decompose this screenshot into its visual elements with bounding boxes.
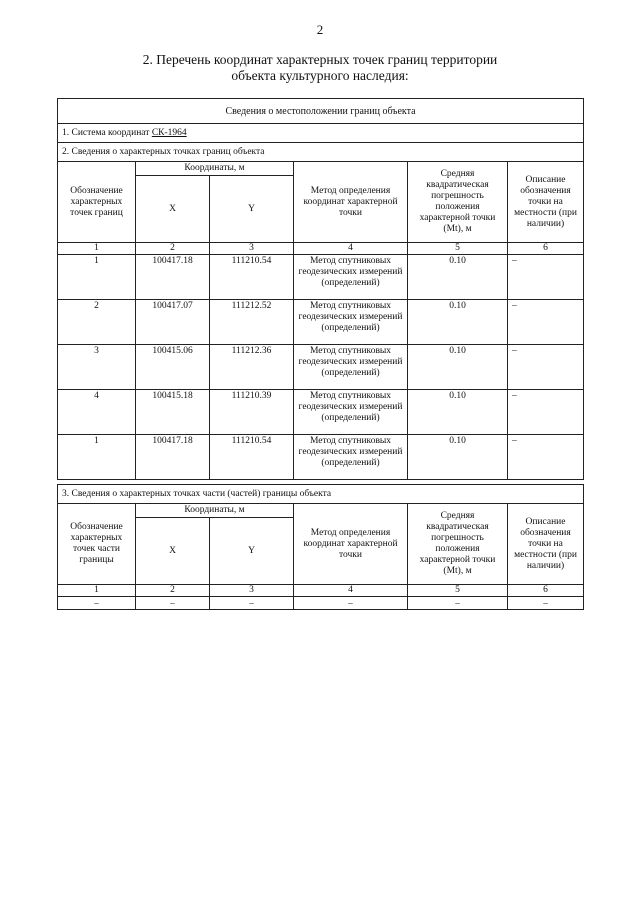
column-number: 4 <box>294 243 408 255</box>
column-number: 6 <box>508 243 584 255</box>
point-y: 111210.54 <box>210 435 294 480</box>
table-row <box>58 597 584 610</box>
point-description: – <box>508 435 584 480</box>
section-boundary-points: 2. Сведения о характерных точках границ объекта <box>58 143 584 162</box>
page-number: 2 <box>316 22 324 37</box>
point-y: 111212.36 <box>210 345 294 390</box>
point-accuracy: 0.10 <box>408 255 508 300</box>
point-method: Метод спутниковых геодезических измерений (определений) <box>294 390 408 435</box>
header-method: Метод определения координат характерной точки <box>294 504 408 585</box>
header-accuracy: Средняя квадратическая погрешность положения характерной точки (Mt), м <box>408 162 508 243</box>
document-title <box>90 52 550 84</box>
column-number: 3 <box>210 585 294 597</box>
point-method: Метод спутниковых геодезических измерений (определений) <box>294 300 408 345</box>
point-description: – <box>508 390 584 435</box>
table-row <box>58 345 584 390</box>
table-row <box>58 390 584 435</box>
point-description: – <box>508 255 584 300</box>
boundary-points-table <box>57 98 584 480</box>
point-accuracy: 0.10 <box>408 300 508 345</box>
empty-cell: – <box>136 597 210 610</box>
header-x: X <box>136 176 210 243</box>
coordinate-system-name: СК-1964 <box>151 127 187 138</box>
header-y: Y <box>210 176 294 243</box>
empty-cell: – <box>58 597 136 610</box>
table-main-header: Сведения о местоположении границ объекта <box>58 99 584 124</box>
point-id: 1 <box>58 255 136 300</box>
point-id: 2 <box>58 300 136 345</box>
point-method: Метод спутниковых геодезических измерений (определений) <box>294 435 408 480</box>
column-number: 1 <box>58 243 136 255</box>
point-id: 4 <box>58 390 136 435</box>
column-number: 4 <box>294 585 408 597</box>
empty-cell: – <box>294 597 408 610</box>
point-method: Метод спутниковых геодезических измерений (определений) <box>294 345 408 390</box>
column-number: 6 <box>508 585 584 597</box>
point-method: Метод спутниковых геодезических измерений (определений) <box>294 255 408 300</box>
empty-cell: – <box>408 597 508 610</box>
header-coordinates: Координаты, м <box>136 162 294 176</box>
column-number: 5 <box>408 243 508 255</box>
part-boundary-points-table <box>57 484 584 610</box>
point-accuracy: 0.10 <box>408 345 508 390</box>
header-designation-part: Обозначение характерных точек части границы <box>58 504 136 585</box>
column-number: 2 <box>136 243 210 255</box>
empty-cell: – <box>508 597 584 610</box>
section-coordinate-system <box>58 124 584 143</box>
point-description: – <box>508 345 584 390</box>
header-designation: Обозначение характерных точек границ <box>58 162 136 243</box>
header-description: Описание обозначения точки на местности (при наличии) <box>508 504 584 585</box>
title-line-1: 2. Перечень координат характерных точек границ территории <box>142 52 498 67</box>
point-x: 100415.06 <box>136 345 210 390</box>
table-row <box>58 300 584 345</box>
column-number: 5 <box>408 585 508 597</box>
point-id: 1 <box>58 435 136 480</box>
table-row <box>58 255 584 300</box>
point-x: 100417.18 <box>136 435 210 480</box>
header-y: Y <box>210 518 294 585</box>
column-number: 2 <box>136 585 210 597</box>
section-part-boundary-points: 3. Сведения о характерных точках части (частей) границы объекта <box>58 485 584 504</box>
column-number: 3 <box>210 243 294 255</box>
empty-cell: – <box>210 597 294 610</box>
header-coordinates: Координаты, м <box>136 504 294 518</box>
header-method: Метод определения координат характерной точки <box>294 162 408 243</box>
point-accuracy: 0.10 <box>408 435 508 480</box>
point-id: 3 <box>58 345 136 390</box>
header-x: X <box>136 518 210 585</box>
header-accuracy: Средняя квадратическая погрешность положения характерной точки (Mt), м <box>408 504 508 585</box>
column-number: 1 <box>58 585 136 597</box>
table-row <box>58 435 584 480</box>
point-x: 100415.18 <box>136 390 210 435</box>
point-y: 111210.39 <box>210 390 294 435</box>
point-x: 100417.18 <box>136 255 210 300</box>
point-x: 100417.07 <box>136 300 210 345</box>
point-y: 111212.52 <box>210 300 294 345</box>
section-coordinate-system-label: 1. Система координат <box>62 127 152 138</box>
title-line-2: объекта культурного наследия: <box>231 68 409 83</box>
point-y: 111210.54 <box>210 255 294 300</box>
header-description: Описание обозначения точки на местности (при наличии) <box>508 162 584 243</box>
point-description: – <box>508 300 584 345</box>
point-accuracy: 0.10 <box>408 390 508 435</box>
